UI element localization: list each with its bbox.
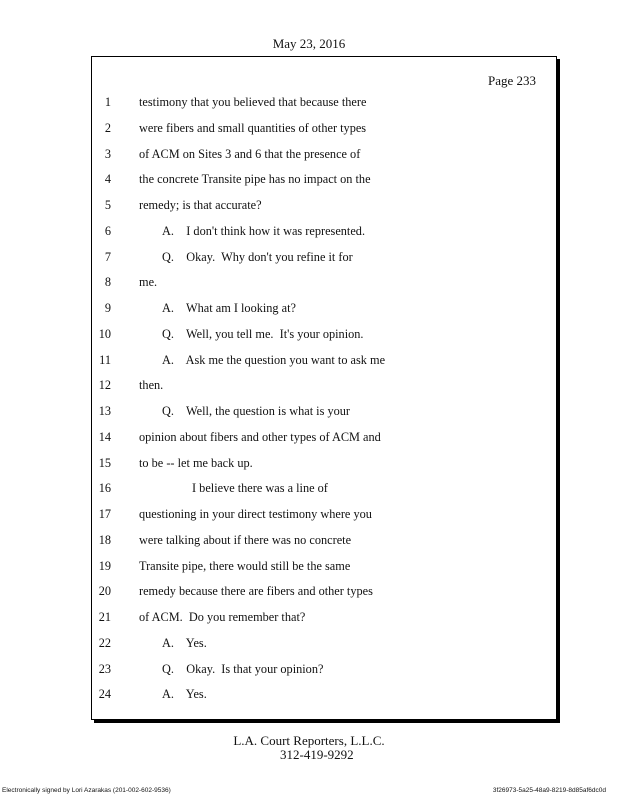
line-text: A. I don't think how it was represented. (162, 223, 366, 238)
reporter-phone: 312-419-9292 (280, 747, 354, 762)
line-text: remedy because there are fibers and other types (139, 584, 373, 599)
line-number: 19 (98, 558, 111, 573)
transcript-line (92, 170, 556, 188)
page-number: Page 233 (487, 73, 536, 88)
line-text: to be -- let me back up. (139, 455, 253, 470)
line-number: 5 (104, 198, 111, 212)
line-number: 20 (98, 584, 111, 599)
transcript-page-frame (91, 56, 557, 720)
line-number: 22 (98, 635, 111, 650)
line-text: were talking about if there was no concrete (139, 532, 352, 547)
transcript-line (92, 351, 556, 369)
transcript-line (92, 376, 556, 394)
line-text: the concrete Transite pipe has no impact on the (139, 172, 371, 187)
line-number: 9 (104, 301, 111, 315)
transcript-line (92, 634, 556, 652)
transcript-line (92, 222, 556, 240)
transcript-line (92, 273, 556, 291)
transcript-line (92, 119, 556, 137)
transcript-line (92, 93, 556, 111)
line-number: 2 (104, 120, 111, 135)
transcript-line (92, 557, 556, 575)
line-number: 6 (104, 223, 111, 238)
transcript-line (92, 454, 556, 472)
document-hash: 3f26973-5a25-48a9-8219-8d85af6dc0d (492, 787, 606, 794)
line-text: Q. Well, the question is what is your (162, 404, 351, 418)
line-text: of ACM. Do you remember that? (139, 610, 306, 624)
transcript-line (92, 428, 556, 446)
line-number: 12 (98, 378, 111, 393)
reporter-company: L.A. Court Reporters, L.L.C. (233, 733, 385, 748)
electronic-signature: Electronically signed by Lori Azarakas (201-002-602-9536) (2, 787, 171, 794)
transcript-line (92, 248, 556, 266)
line-number: 1 (104, 95, 111, 109)
line-text: A. Ask me the question you want to ask me (162, 352, 386, 367)
line-text: Transite pipe, there would still be the same (139, 558, 351, 573)
line-number: 24 (98, 687, 111, 702)
line-text: A. Yes. (162, 687, 207, 702)
line-text: A. What am I looking at? (162, 301, 296, 315)
line-text: opinion about fibers and other types of ACM and (139, 429, 381, 444)
line-number: 11 (99, 352, 111, 367)
line-number: 21 (98, 610, 111, 624)
transcript-line (92, 299, 556, 317)
transcript-line (92, 196, 556, 214)
line-number: 7 (104, 249, 111, 264)
transcript-line (92, 145, 556, 163)
line-text: Q. Well, you tell me. It's your opinion. (162, 326, 364, 341)
line-text: A. Yes. (162, 635, 207, 650)
line-text: then. (139, 378, 164, 393)
line-number: 10 (98, 326, 111, 341)
transcript-line (92, 608, 556, 626)
line-text: Q. Okay. Is that your opinion? (162, 661, 324, 676)
line-number: 18 (98, 532, 111, 547)
line-text: testimony that you believed that because there (139, 95, 367, 109)
line-number: 4 (104, 172, 111, 187)
line-text: me. (139, 275, 158, 290)
line-text: I believe there was a line of (192, 481, 328, 496)
transcript-line (92, 582, 556, 600)
line-number: 15 (98, 455, 111, 470)
transcript-line (92, 685, 556, 703)
line-number: 8 (104, 275, 111, 290)
transcript-line (92, 479, 556, 497)
line-text: questioning in your direct testimony where you (139, 507, 372, 521)
line-number: 13 (98, 404, 111, 418)
transcript-date: May 23, 2016 (272, 36, 346, 51)
line-number: 17 (98, 507, 111, 521)
line-number: 23 (98, 661, 111, 676)
line-number: 16 (98, 481, 111, 496)
transcript-line (92, 531, 556, 549)
transcript-lines (92, 57, 556, 719)
transcript-line (92, 660, 556, 678)
transcript-line (92, 505, 556, 523)
line-text: Q. Okay. Why don't you refine it for (162, 249, 353, 264)
line-text: remedy; is that accurate? (139, 198, 262, 212)
transcript-line (92, 325, 556, 343)
transcript-line (92, 402, 556, 420)
line-text: of ACM on Sites 3 and 6 that the presence of (139, 146, 361, 161)
line-text: were fibers and small quantities of other types (139, 120, 367, 135)
line-number: 3 (104, 146, 111, 161)
line-number: 14 (98, 429, 111, 444)
